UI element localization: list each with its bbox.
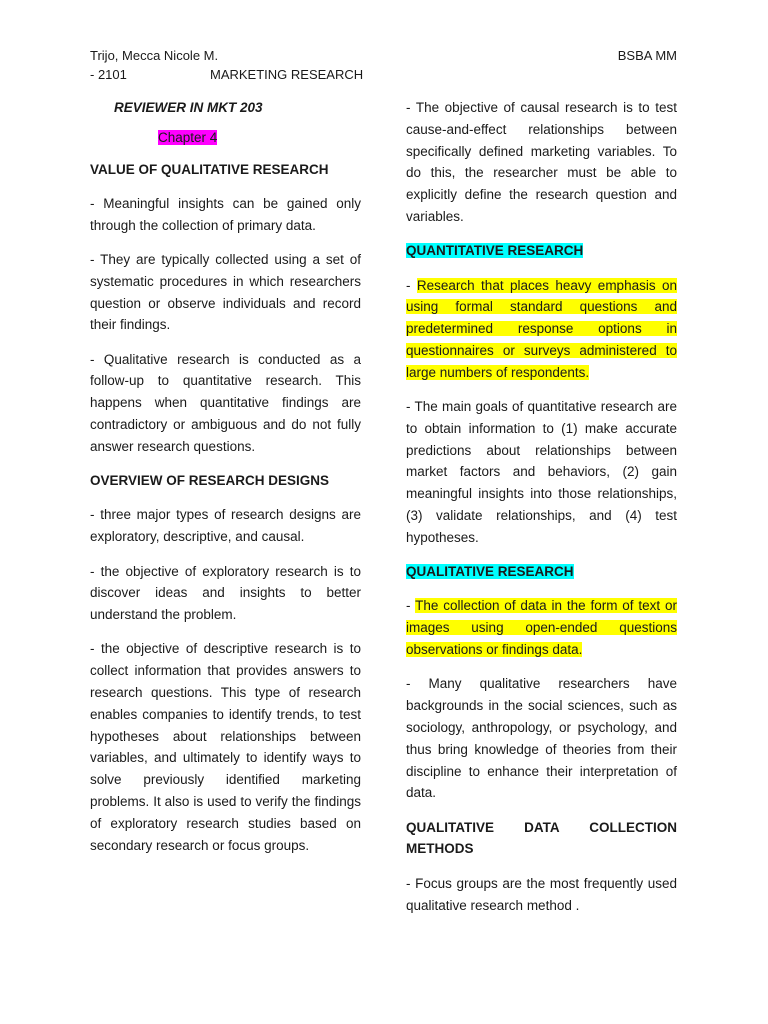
- heading-highlight: QUANTITATIVE RESEARCH: [406, 243, 584, 259]
- paragraph: - the objective of exploratory research is to discover ideas and insights to better understand the problem.: [90, 563, 361, 623]
- paragraph-highlighted: [406, 275, 677, 384]
- chapter-label: [158, 127, 361, 149]
- section-heading-quantitative: [406, 240, 677, 262]
- chapter-highlight: Chapter 4: [158, 129, 218, 145]
- highlighted-text: The collection of data in the form of text or images using open-ended questions observations or findings data.: [406, 598, 677, 658]
- paragraph: - Focus groups are the most frequently used qualitative research method .: [406, 875, 677, 913]
- document-title: REVIEWER IN MKT 203: [114, 100, 263, 115]
- paragraph: - Many qualitative researchers have backgrounds in the social sciences, such as sociology, anthropology, or psychology, and thus bring knowledge of theories from their discipline to enhance their interpretation of data.: [406, 676, 677, 801]
- heading-highlight: QUALITATIVE RESEARCH: [406, 564, 574, 580]
- section-heading-research-designs: OVERVIEW OF RESEARCH DESIGNS: [90, 473, 330, 489]
- section-heading-value-qualitative: VALUE OF QUALITATIVE RESEARCH: [90, 161, 329, 177]
- course-name: MARKETING RESEARCH: [210, 67, 364, 82]
- section-heading-qualitative: [406, 561, 677, 583]
- highlighted-text: Research that places heavy emphasis on using formal standard questions and predetermined response options in questionnaires or surveys administered to large numbers of respondents.: [406, 277, 677, 380]
- paragraph: - Meaningful insights can be gained only through the collection of primary data.: [90, 195, 361, 233]
- paragraph: - three major types of research designs are exploratory, descriptive, and causal.: [90, 507, 361, 545]
- section-heading-data-collection: QUALITATIVE DATA COLLECTION METHODS: [406, 819, 677, 857]
- paragraph: - The objective of causal research is to test cause-and-effect relationships between specifically defined marketing variables. To do this, the researcher must be able to explicitly define the research question and variables.: [406, 100, 677, 224]
- left-column: [90, 97, 361, 869]
- student-name: Trijo, Mecca Nicole M.: [90, 48, 219, 63]
- paragraph: - The main goals of quantitative research are to obtain information to (1) make accurate predictions about relationships between market factors and behaviors, (2) gain meaningful insights into those relationships, (3) validate relationships, and (4) test hypotheses.: [406, 399, 677, 545]
- paragraph-highlighted: [406, 595, 677, 660]
- program-name: BSBA MM: [617, 48, 677, 63]
- paragraph: - Qualitative research is conducted as a follow-up to quantitative research. This happens when quantitative findings are contradictory or ambiguous and do not fully answer research questions.: [90, 351, 361, 454]
- bullet-prefix: -: [406, 598, 416, 614]
- paragraph: - They are typically collected using a set of systematic procedures in which researchers question or observe individuals and record their findings.: [90, 251, 361, 333]
- section-number: - 2101: [90, 67, 127, 82]
- bullet-prefix: -: [406, 277, 417, 293]
- paragraph: - the objective of descriptive research is to collect information that provides answers to research questions. This type of research enables companies to identify trends, to test hypotheses about relationships between variables, and ultimately to identify ways to solve previously identified marketing problems. It also is used to verify the findings of exploratory research studies based on secondary research or focus groups.: [90, 641, 361, 853]
- right-column: [406, 97, 677, 929]
